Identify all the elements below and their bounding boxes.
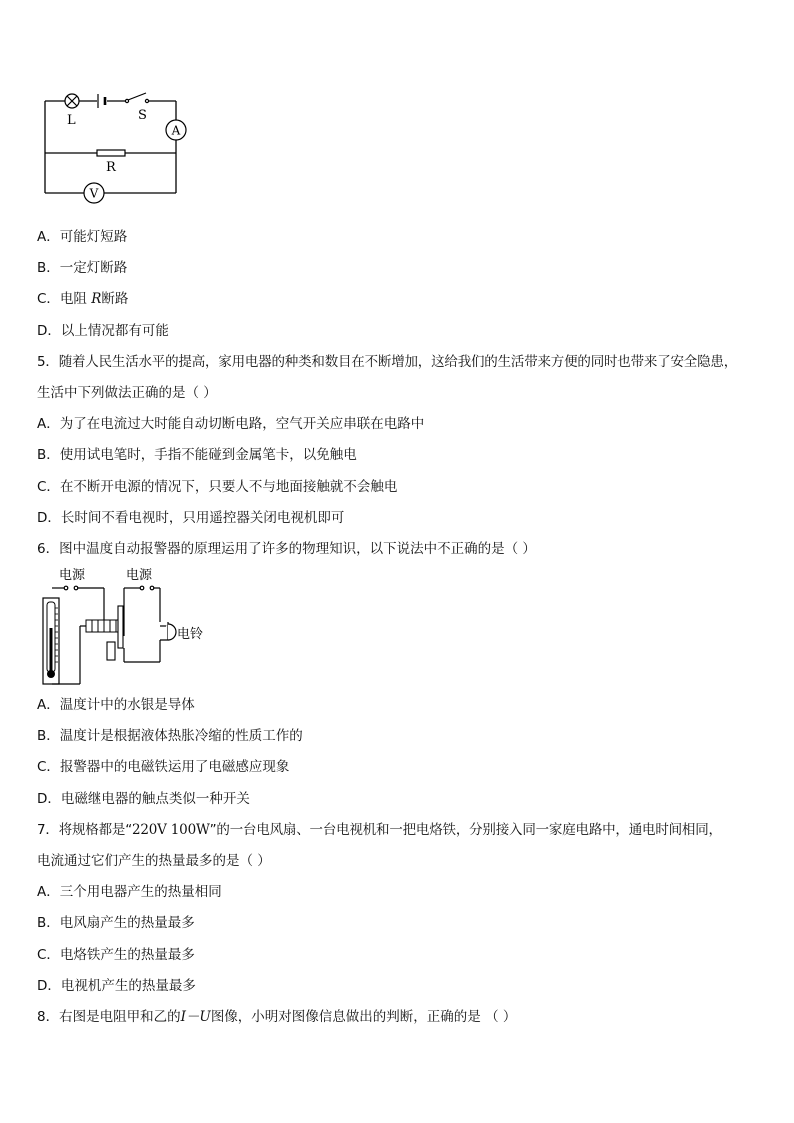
armature-icon: [107, 606, 123, 660]
battery-icon: [98, 94, 105, 108]
q7-option-c: C．电烙铁产生的热量最多: [37, 947, 195, 963]
q5-option-b: B．使用试电笔时，手指不能碰到金属笔卡，以免触电: [37, 447, 357, 463]
q7-stem-line2: 电流通过它们产生的热量最多的是（ ）: [37, 853, 271, 869]
q8-stem: 8．右图是电阻甲和乙的I－U图像，小明对图像信息做出的判断，正确的是 （ ）: [37, 1009, 517, 1025]
svg-text:A: A: [171, 123, 181, 138]
q6-option-b: B．温度计是根据液体热胀冷缩的性质工作的: [37, 728, 303, 744]
q7-option-a: A．三个用电器产生的热量相同: [37, 884, 222, 900]
q4-option-c: C．电阻 R断路: [37, 291, 129, 307]
switch-icon: [125, 93, 148, 103]
q6-option-d: D．电磁继电器的触点类似一种开关: [37, 791, 250, 807]
q4-option-d: D．以上情况都有可能: [37, 323, 169, 339]
q6-stem: 6．图中温度自动报警器的原理运用了许多的物理知识，以下说法中不正确的是（ ）: [37, 541, 536, 557]
lamp-label: L: [67, 113, 76, 128]
q4-option-b: B．一定灯断路: [37, 260, 128, 276]
q4-option-a: A．可能灯短路: [37, 229, 128, 245]
bell-label: 电铃: [177, 627, 204, 642]
electromagnet-icon: [86, 620, 120, 632]
q5-option-c: C．在不断开电源的情况下，只要人不与地面接触就不会触电: [37, 479, 398, 495]
resistor-icon: [97, 150, 125, 156]
resistor-label: R: [106, 160, 116, 175]
svg-text:V: V: [89, 186, 99, 201]
q5-stem-line1: 5．随着人民生活水平的提高，家用电器的种类和数目在不断增加，这给我们的生活带来方便的同时也带来了安全隐患，: [37, 354, 737, 370]
q6-option-c: C．报警器中的电磁铁运用了电磁感应现象: [37, 759, 290, 775]
lamp-icon: [65, 94, 79, 108]
q5-stem-line2: 生活中下列做法正确的是（ ）: [37, 385, 217, 401]
q7-option-b: B．电风扇产生的热量最多: [37, 915, 195, 931]
voltmeter-icon: [84, 183, 104, 203]
circuit-diagram-1: [40, 88, 190, 208]
power-label-2: 电源: [126, 568, 153, 583]
q5-option-a: A．为了在电流过大时能自动切断电路，空气开关应串联在电路中: [37, 416, 425, 432]
temperature-alarm-diagram: [40, 566, 220, 690]
q7-option-d: D．电视机产生的热量最多: [37, 978, 196, 994]
q7-stem-line1: 7．将规格都是“220V 100W”的一台电风扇、一台电视机和一把电烙铁，分别接入同一家庭电路中，通电时间相同，: [37, 822, 722, 838]
ammeter-icon: [166, 120, 186, 140]
switch-label: S: [138, 108, 147, 123]
power-label-1: 电源: [59, 568, 86, 583]
thermometer-icon: [47, 602, 58, 678]
bell-icon: [160, 622, 176, 640]
q6-option-a: A．温度计中的水银是导体: [37, 697, 195, 713]
q5-option-d: D．长时间不看电视时，只用遥控器关闭电视机即可: [37, 510, 345, 526]
